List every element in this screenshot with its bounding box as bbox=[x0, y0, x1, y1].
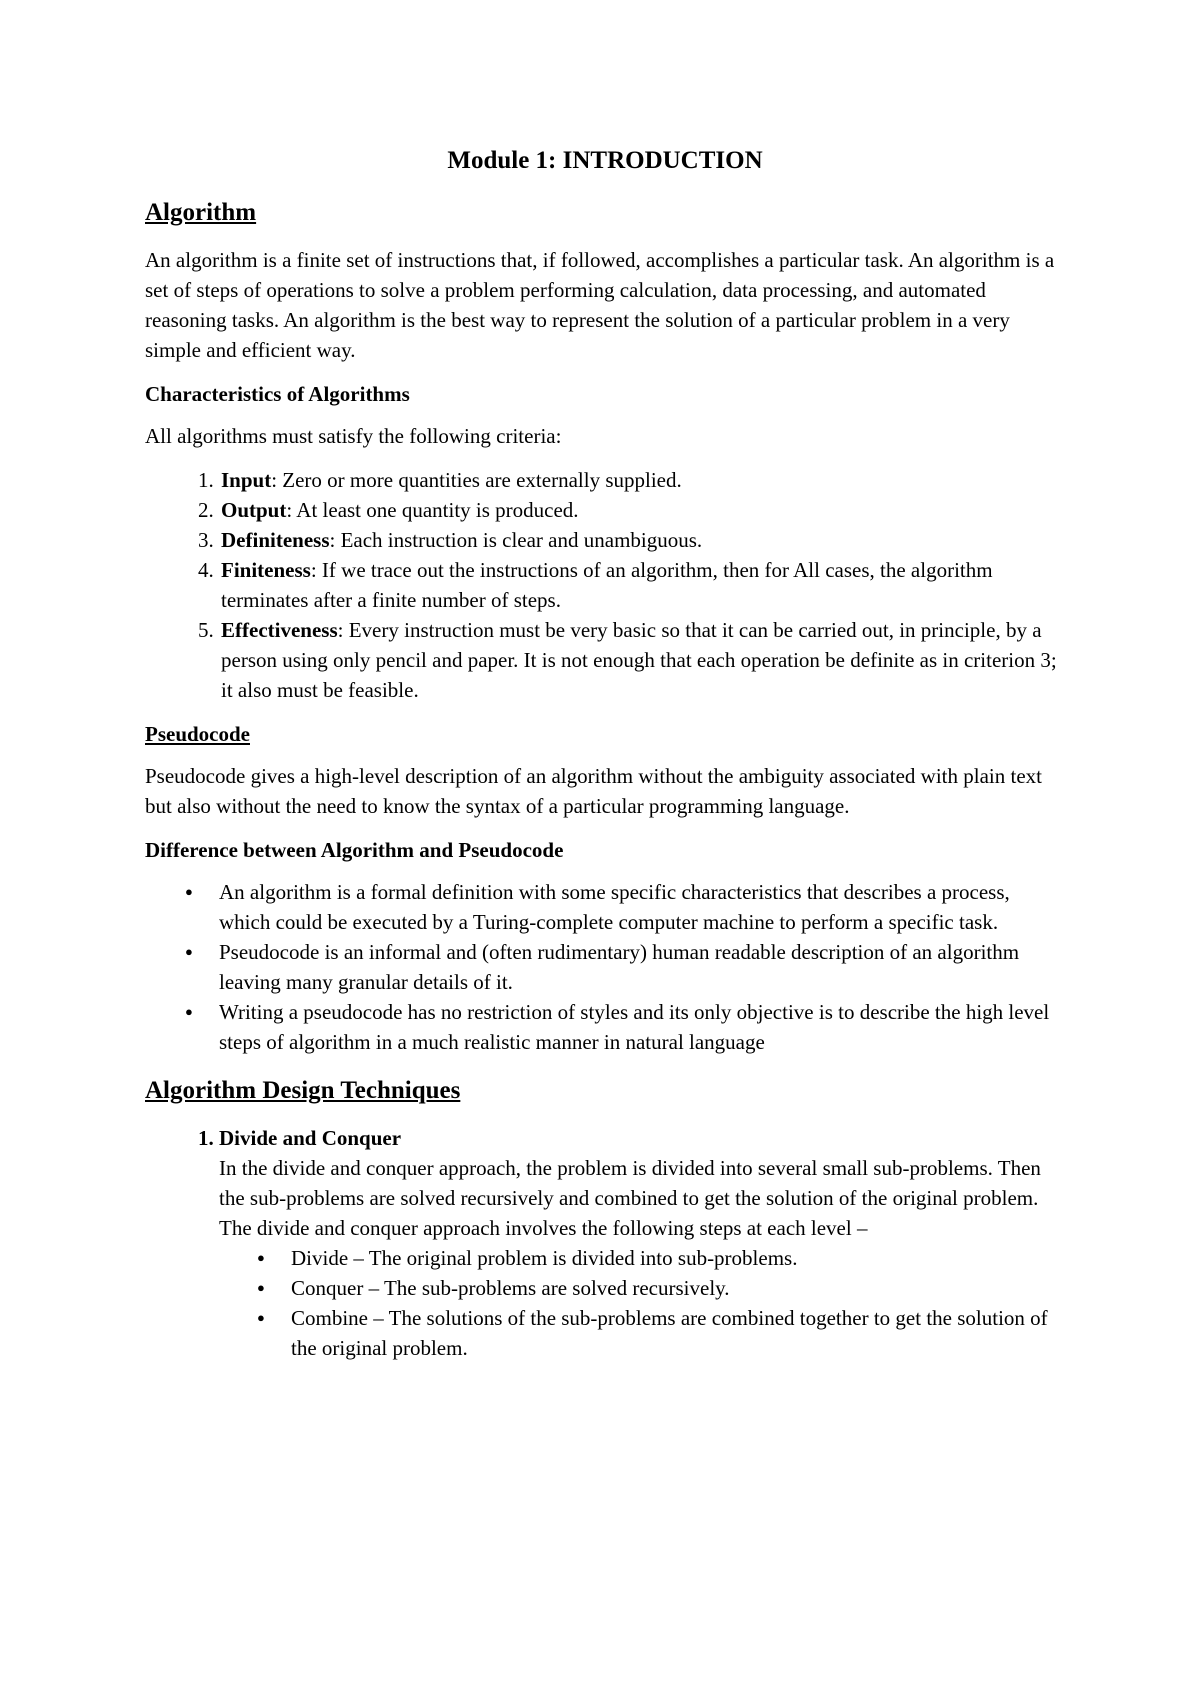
technique-steps-list bbox=[219, 1243, 1065, 1363]
pseudocode-heading: Pseudocode bbox=[145, 722, 250, 746]
technique-title: 1. Divide and Conquer bbox=[219, 1126, 402, 1150]
criteria-item bbox=[219, 555, 1065, 615]
algorithm-paragraph: An algorithm is a finite set of instructions that, if followed, accomplishes a particular task. An algorithm is a set of steps of operations to solve a problem performing calculation, data processing, and automated reasoning tasks. An algorithm is the best way to represent the solution of a particular problem in a very simple and efficient way. bbox=[145, 248, 1055, 362]
technique-step: ● Conquer – The sub-problems are solved recursively. bbox=[291, 1273, 1065, 1303]
technique-step: ● Divide – The original problem is divided into sub-problems. bbox=[291, 1243, 1065, 1273]
criteria-text: : Zero or more quantities are externally supplied. bbox=[271, 468, 682, 492]
criteria-item bbox=[219, 465, 1065, 495]
criteria-term: Input bbox=[221, 468, 272, 492]
criteria-text: : Each instruction is clear and unambiguous. bbox=[329, 528, 703, 552]
criteria-text: : If we trace out the instructions of an algorithm, then for All cases, the algorithm terminates after a finite number of steps. bbox=[221, 558, 993, 612]
page-title: Module 1: INTRODUCTION bbox=[447, 147, 763, 174]
characteristics-heading: Characteristics of Algorithms bbox=[145, 382, 410, 406]
criteria-text: : At least one quantity is produced. bbox=[286, 498, 579, 522]
criteria-item bbox=[219, 495, 1065, 525]
criteria-term: Effectiveness bbox=[221, 618, 338, 642]
criteria-term: Definiteness bbox=[221, 528, 330, 552]
technique-description: In the divide and conquer approach, the problem is divided into several small sub-problems. Then the sub-problems are solved recursively and combined to get the solution of the original problem. bbox=[219, 1156, 1041, 1210]
criteria-item bbox=[219, 525, 1065, 555]
techniques-list bbox=[145, 1123, 1065, 1363]
pseudocode-paragraph: Pseudocode gives a high-level description of an algorithm without the ambiguity associated with plain text but also without the need to know the syntax of a particular programming language. bbox=[145, 764, 1042, 818]
criteria-term: Output bbox=[221, 498, 287, 522]
technique-steps-intro: The divide and conquer approach involves the following steps at each level – bbox=[219, 1216, 868, 1240]
algorithm-heading: Algorithm bbox=[145, 199, 257, 226]
technique-step: ● Combine – The solutions of the sub-problems are combined together to get the solution of the original problem. bbox=[291, 1303, 1065, 1363]
difference-item: ● An algorithm is a formal definition with some specific characteristics that describes a process, which could be executed by a Turing-complete computer machine to perform a specific task. bbox=[219, 877, 1065, 937]
design-techniques-heading: Algorithm Design Techniques bbox=[145, 1077, 461, 1104]
criteria-item bbox=[219, 615, 1065, 705]
criteria-term: Finiteness bbox=[221, 558, 311, 582]
difference-heading: Difference between Algorithm and Pseudocode bbox=[145, 838, 564, 862]
criteria-list bbox=[145, 465, 1065, 705]
difference-item: ● Writing a pseudocode has no restriction of styles and its only objective is to describe the high level steps of algorithm in a much realistic manner in natural language bbox=[219, 997, 1065, 1057]
criteria-text: : Every instruction must be very basic so that it can be carried out, in principle, by a person using only pencil and paper. It is not enough that each operation be definite as in criterion 3; it also must be feasible. bbox=[221, 618, 1057, 702]
difference-list bbox=[145, 877, 1065, 1057]
difference-item: ● Pseudocode is an informal and (often rudimentary) human readable description of an algorithm leaving many granular details of it. bbox=[219, 937, 1065, 997]
technique-item bbox=[219, 1123, 1065, 1363]
document-content bbox=[145, 143, 1065, 1363]
characteristics-intro: All algorithms must satisfy the following criteria: bbox=[145, 424, 562, 448]
